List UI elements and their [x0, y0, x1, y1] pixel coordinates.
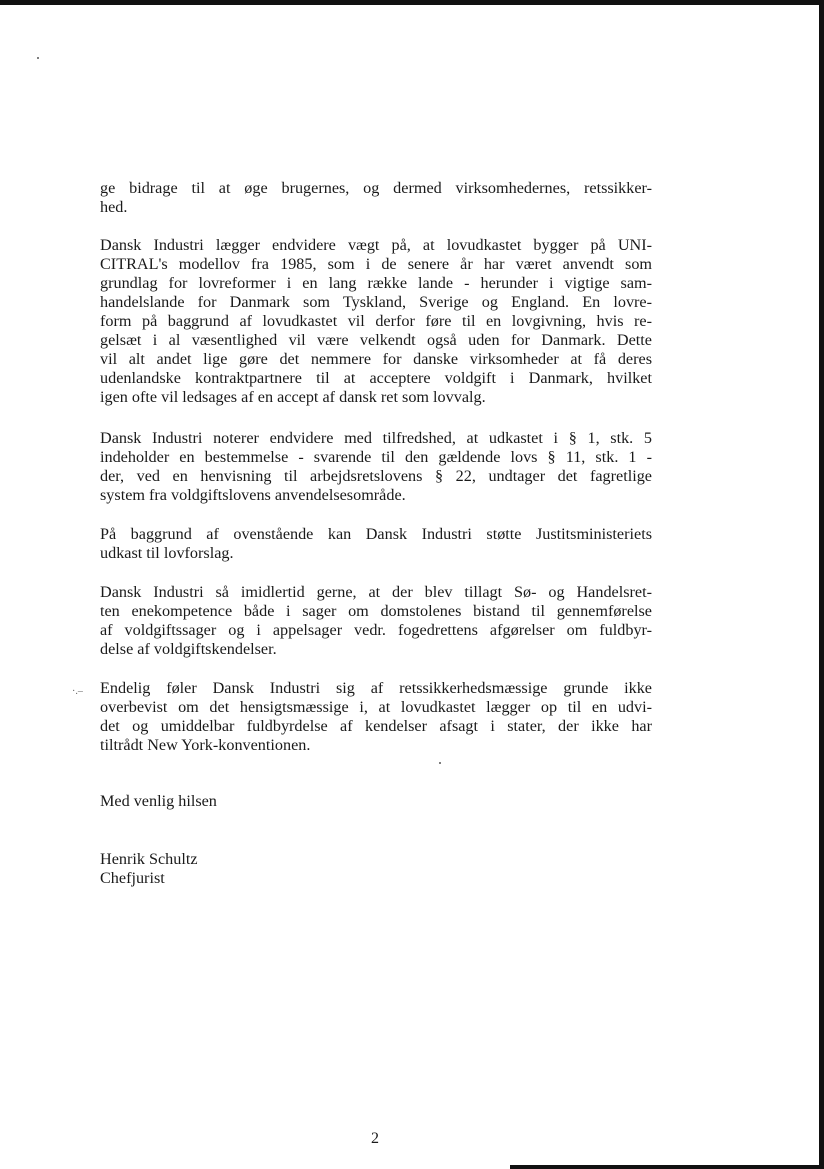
text-line: system fra voldgiftslovens anvendelsesområde.: [100, 486, 406, 504]
closing-text: Med venlig hilsen: [100, 792, 217, 810]
text-line: delse af voldgiftskendelser.: [100, 640, 277, 658]
text-line: ge bidrage til at øge brugernes, og dermed virksomhedernes, retssikker-: [100, 179, 652, 197]
scan-border-top: [0, 0, 824, 5]
text-line: indeholder en bestemmelse - svarende til den gældende lovs § 11, stk. 1 -: [100, 448, 652, 466]
margin-mark: ·.–: [72, 686, 83, 697]
text-line: grundlag for lovreformer i en lang række lande - herunder i vigtige sam-: [100, 274, 652, 292]
scan-speck: [37, 57, 39, 59]
text-line: igen ofte vil ledsages af en accept af dansk ret som lovvalg.: [100, 388, 486, 406]
paragraph-4: [100, 525, 652, 563]
text-line: udenlandske kontraktpartnere til at acceptere voldgift i Danmark, hvilket: [100, 369, 652, 387]
text-line: overbevist om det hensigtsmæssige i, at lovudkastet lægger op til en udvi-: [100, 698, 652, 716]
signature-block: [100, 850, 652, 888]
text-line: På baggrund af ovenstående kan Dansk Industri støtte Justitsministeriets: [100, 525, 652, 543]
closing-salutation: [100, 792, 652, 811]
text-line: form på baggrund af lovudkastet vil derfor føre til en lovgivning, hvis re-: [100, 312, 652, 330]
scan-border-bottom: [510, 1165, 824, 1169]
paragraph-6: [100, 679, 652, 755]
paragraph-5: [100, 583, 652, 659]
text-line: handelslande for Danmark som Tyskland, Sverige og England. En lovre-: [100, 293, 652, 311]
text-line: der, ved en henvisning til arbejdsretslovens § 22, undtager det fagretlige: [100, 467, 652, 485]
text-line: Dansk Industri noterer endvidere med tilfredshed, at udkastet i § 1, stk. 5: [100, 429, 652, 447]
text-line: det og umiddelbar fuldbyrdelse af kendelser afsagt i stater, der ikke har: [100, 717, 652, 735]
signatory-title: Chefjurist: [100, 869, 165, 887]
text-line: udkast til lovforslag.: [100, 544, 234, 562]
text-line: af voldgiftssager og i appelsager vedr. fogedrettens afgørelser om fuldbyr-: [100, 621, 652, 639]
scan-speck: [439, 762, 441, 764]
text-line: Dansk Industri så imidlertid gerne, at der blev tillagt Sø- og Handelsret-: [100, 583, 652, 601]
paragraph-1: [100, 179, 652, 217]
paragraph-2: [100, 236, 652, 407]
text-line: Dansk Industri lægger endvidere vægt på, at lovudkastet bygger på UNI-: [100, 236, 652, 254]
text-line: vil alt andet lige gøre det nemmere for danske virksomheder at få deres: [100, 350, 652, 368]
text-line: hed.: [100, 198, 128, 216]
signatory-name: Henrik Schultz: [100, 850, 198, 868]
page-number: 2: [371, 1130, 379, 1147]
text-line: tiltrådt New York-konventionen.: [100, 736, 311, 754]
text-line: ten enekompetence både i sager om domstolenes bistand til gennemførelse: [100, 602, 652, 620]
paragraph-3: [100, 429, 652, 505]
text-line: Endelig føler Dansk Industri sig af retssikkerhedsmæssige grunde ikke: [100, 679, 652, 697]
text-line: CITRAL's modellov fra 1985, som i de senere år har været anvendt som: [100, 255, 652, 273]
text-line: gelsæt i al væsentlighed vil være velkendt også uden for Danmark. Dette: [100, 331, 652, 349]
scan-border-right: [819, 0, 824, 1169]
